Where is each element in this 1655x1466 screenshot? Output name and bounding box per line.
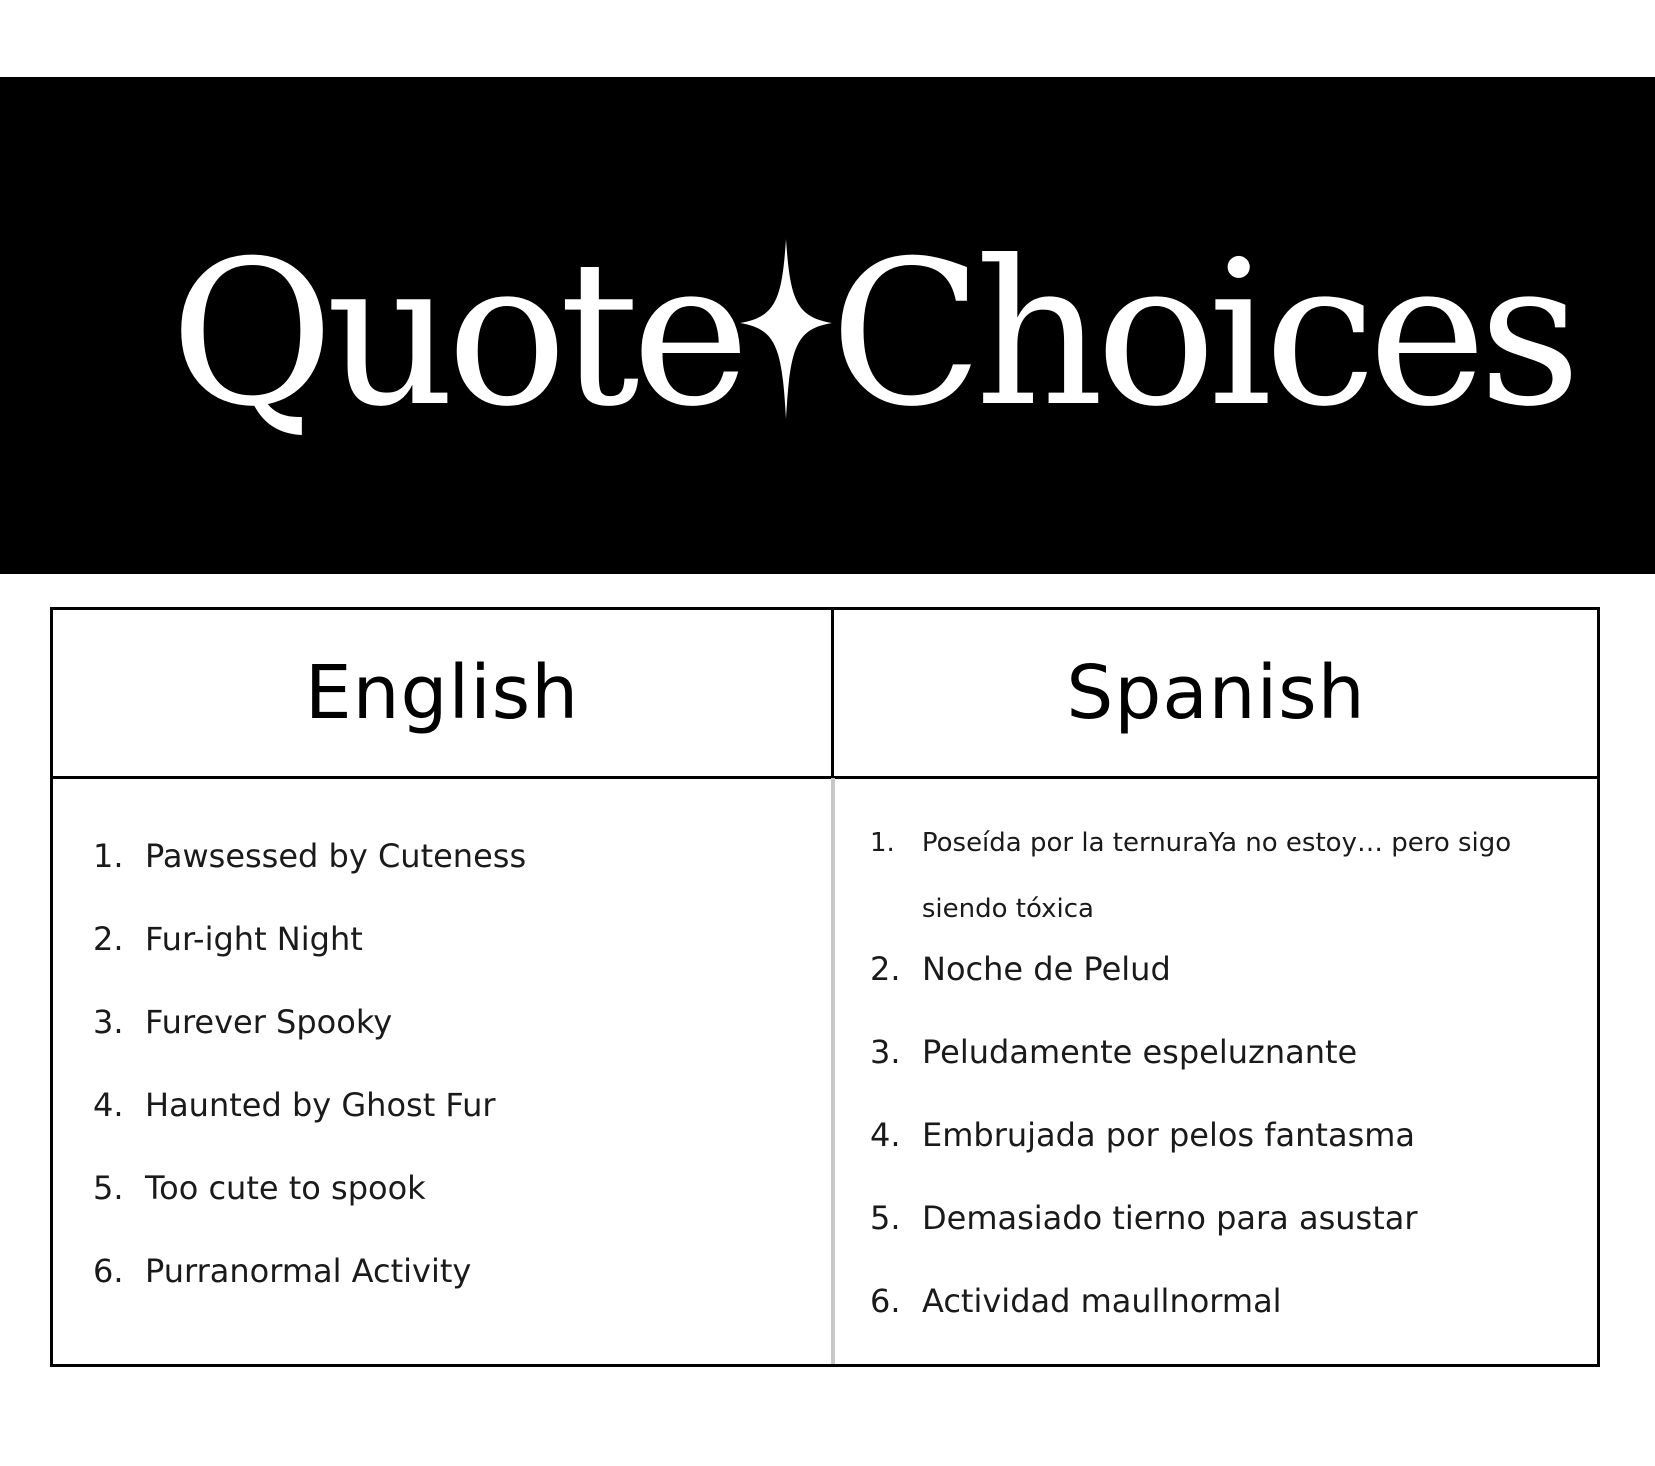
list-item xyxy=(93,920,363,958)
list-item xyxy=(870,1033,1357,1071)
body-column-divider xyxy=(831,778,835,1364)
item-number: 1. xyxy=(93,837,124,875)
item-number: 6. xyxy=(870,1282,901,1320)
title-word-quote: Quote xyxy=(170,218,742,451)
list-item xyxy=(93,837,526,875)
list-item xyxy=(93,1252,471,1290)
item-number: 6. xyxy=(93,1252,124,1290)
item-number: 5. xyxy=(870,1199,901,1237)
item-text: Too cute to spook xyxy=(145,1169,426,1207)
item-text: Demasiado tierno para asustar xyxy=(922,1199,1418,1237)
item-text: Furever Spooky xyxy=(145,1003,393,1041)
list-item xyxy=(870,1282,1282,1320)
item-text: Purranormal Activity xyxy=(145,1252,472,1290)
item-number: 2. xyxy=(93,920,124,958)
item-number: 3. xyxy=(93,1003,124,1041)
item-text: Embrujada por pelos fantasma xyxy=(922,1116,1416,1154)
item-text: Haunted by Ghost Fur xyxy=(145,1086,496,1124)
item-text: Pawsessed by Cuteness xyxy=(145,837,527,875)
four-point-star-icon xyxy=(740,239,832,419)
item-text: Noche de Pelud xyxy=(922,950,1171,988)
item-text: Poseída por la ternuraYa no estoy… pero sigo siendo tóxica xyxy=(921,828,1512,924)
header-row-divider xyxy=(53,776,1597,779)
title-word-choices: Choices xyxy=(829,218,1574,451)
list-item xyxy=(870,1199,1418,1237)
item-number: 4. xyxy=(870,1116,901,1154)
list-item xyxy=(93,1169,426,1207)
item-number: 3. xyxy=(870,1033,901,1071)
list-item xyxy=(870,1116,1415,1154)
item-number: 5. xyxy=(93,1169,124,1207)
spanish-header: Spanish xyxy=(1066,650,1366,736)
english-header: English xyxy=(304,650,580,736)
page-title xyxy=(170,200,1590,470)
list-item xyxy=(93,1086,496,1124)
item-number: 2. xyxy=(870,950,901,988)
item-number: 1. xyxy=(870,828,895,858)
list-item xyxy=(870,950,1171,988)
item-text: Fur-ight Night xyxy=(145,920,363,958)
list-item xyxy=(870,810,1580,942)
item-text: Peludamente espeluznante xyxy=(922,1033,1358,1071)
list-item xyxy=(93,1003,392,1041)
item-number: 4. xyxy=(93,1086,124,1124)
quote-table xyxy=(50,607,1600,1367)
item-text: Actividad maullnormal xyxy=(922,1282,1282,1320)
